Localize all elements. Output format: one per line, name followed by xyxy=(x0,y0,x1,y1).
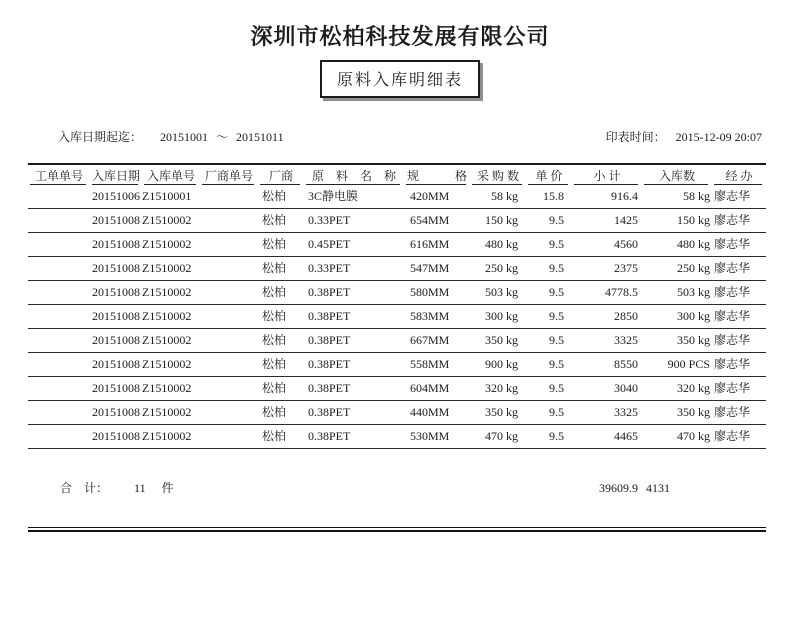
cell-handler: 廖志华 xyxy=(712,353,766,377)
cell-spec: 440MM xyxy=(404,401,470,425)
cell-material: 0.38PET xyxy=(304,305,404,329)
print-time xyxy=(588,113,766,160)
cell-subtotal: 4778.5 xyxy=(572,281,642,305)
cell-vendor_order xyxy=(200,209,258,233)
cell-date: 20151006 xyxy=(90,185,142,209)
date-to: 20151011 xyxy=(236,130,284,144)
cell-stock_qty: 300 kg xyxy=(642,305,712,329)
cell-vendor: 松柏 xyxy=(258,233,304,257)
cell-unit_price: 15.8 xyxy=(526,185,572,209)
cell-work_order xyxy=(28,329,90,353)
cell-order_no: Z1510002 xyxy=(142,209,200,233)
cell-subtotal: 4465 xyxy=(572,425,642,449)
cell-vendor: 松柏 xyxy=(258,329,304,353)
cell-unit_price: 9.5 xyxy=(526,425,572,449)
cell-purchase_qty: 300 kg xyxy=(470,305,526,329)
cell-handler: 廖志华 xyxy=(712,305,766,329)
summary-count: 11 xyxy=(134,481,146,495)
cell-handler: 廖志华 xyxy=(712,209,766,233)
cell-work_order xyxy=(28,185,90,209)
cell-material: 0.45PET xyxy=(304,233,404,257)
cell-order_no: Z1510002 xyxy=(142,305,200,329)
column-header-order_no: 入库单号 xyxy=(142,164,200,185)
column-header-material: 原 料 名 称 xyxy=(304,164,404,185)
cell-material: 0.38PET xyxy=(304,377,404,401)
cell-subtotal: 1425 xyxy=(572,209,642,233)
cell-handler: 廖志华 xyxy=(712,377,766,401)
table-row xyxy=(28,233,766,257)
table-row xyxy=(28,281,766,305)
cell-handler: 廖志华 xyxy=(712,401,766,425)
cell-subtotal: 2850 xyxy=(572,305,642,329)
cell-date: 20151008 xyxy=(90,329,142,353)
column-header-vendor_order: 厂商单号 xyxy=(200,164,258,185)
cell-unit_price: 9.5 xyxy=(526,401,572,425)
cell-vendor_order xyxy=(200,305,258,329)
cell-spec: 654MM xyxy=(404,209,470,233)
cell-date: 20151008 xyxy=(90,377,142,401)
company-name: 深圳市松柏科技发展有限公司 xyxy=(250,24,550,49)
cell-subtotal: 3325 xyxy=(572,401,642,425)
header-row xyxy=(28,164,766,185)
cell-vendor: 松柏 xyxy=(258,281,304,305)
cell-material: 0.38PET xyxy=(304,329,404,353)
date-range-label: 入库日期起迄： xyxy=(58,130,143,144)
cell-stock_qty: 58 kg xyxy=(642,185,712,209)
cell-subtotal: 3325 xyxy=(572,329,642,353)
cell-handler: 廖志华 xyxy=(712,329,766,353)
table-row xyxy=(28,401,766,425)
cell-vendor_order xyxy=(200,353,258,377)
cell-subtotal: 8550 xyxy=(572,353,642,377)
cell-unit_price: 9.5 xyxy=(526,257,572,281)
cell-date: 20151008 xyxy=(90,209,142,233)
cell-date: 20151008 xyxy=(90,401,142,425)
cell-vendor: 松柏 xyxy=(258,425,304,449)
summary-qty-total: 4131 xyxy=(646,481,670,495)
cell-vendor_order xyxy=(200,329,258,353)
cell-unit_price: 9.5 xyxy=(526,209,572,233)
cell-unit_price: 9.5 xyxy=(526,281,572,305)
report-title: 原料入库明细表 xyxy=(336,72,463,89)
table-row xyxy=(28,209,766,233)
cell-vendor: 松柏 xyxy=(258,185,304,209)
cell-spec: 420MM xyxy=(404,185,470,209)
cell-unit_price: 9.5 xyxy=(526,305,572,329)
cell-stock_qty: 503 kg xyxy=(642,281,712,305)
print-time-label: 印表时间： xyxy=(605,130,666,144)
cell-material: 0.33PET xyxy=(304,209,404,233)
cell-material: 0.38PET xyxy=(304,425,404,449)
column-header-date: 入库日期 xyxy=(90,164,142,185)
date-from: 20151001 xyxy=(160,130,209,144)
cell-stock_qty: 470 kg xyxy=(642,425,712,449)
cell-vendor_order xyxy=(200,377,258,401)
cell-stock_qty: 150 kg xyxy=(642,209,712,233)
cell-spec: 580MM xyxy=(404,281,470,305)
table-footer xyxy=(28,449,766,528)
cell-purchase_qty: 350 kg xyxy=(470,401,526,425)
cell-stock_qty: 320 kg xyxy=(642,377,712,401)
cell-order_no: Z1510002 xyxy=(142,425,200,449)
cell-stock_qty: 350 kg xyxy=(642,401,712,425)
cell-date: 20151008 xyxy=(90,257,142,281)
table-row xyxy=(28,257,766,281)
cell-order_no: Z1510002 xyxy=(142,377,200,401)
cell-purchase_qty: 470 kg xyxy=(470,425,526,449)
cell-stock_qty: 250 kg xyxy=(642,257,712,281)
cell-vendor_order xyxy=(200,185,258,209)
cell-subtotal: 916.4 xyxy=(572,185,642,209)
cell-handler: 廖志华 xyxy=(712,281,766,305)
table-body xyxy=(28,185,766,449)
cell-date: 20151008 xyxy=(90,281,142,305)
bottom-double-rule xyxy=(28,527,766,532)
meta-row xyxy=(28,113,766,160)
cell-date: 20151008 xyxy=(90,353,142,377)
cell-date: 20151008 xyxy=(90,233,142,257)
cell-subtotal: 4560 xyxy=(572,233,642,257)
cell-spec: 667MM xyxy=(404,329,470,353)
column-header-spec: 规 格 xyxy=(404,164,470,185)
cell-vendor: 松柏 xyxy=(258,401,304,425)
cell-handler: 廖志华 xyxy=(712,425,766,449)
table-row xyxy=(28,425,766,449)
cell-handler: 廖志华 xyxy=(712,257,766,281)
table-row xyxy=(28,353,766,377)
cell-vendor_order xyxy=(200,425,258,449)
cell-material: 0.33PET xyxy=(304,257,404,281)
cell-subtotal: 3040 xyxy=(572,377,642,401)
summary-left xyxy=(28,449,572,528)
cell-vendor_order xyxy=(200,233,258,257)
cell-vendor: 松柏 xyxy=(258,209,304,233)
column-header-unit_price: 单 价 xyxy=(526,164,572,185)
cell-vendor_order xyxy=(200,281,258,305)
report-title-wrap xyxy=(0,60,800,98)
column-header-work_order: 工单单号 xyxy=(28,164,90,185)
summary-unit: 件 xyxy=(161,481,174,495)
cell-work_order xyxy=(28,353,90,377)
summary-row xyxy=(28,449,766,528)
cell-work_order xyxy=(28,257,90,281)
cell-vendor: 松柏 xyxy=(258,305,304,329)
column-header-handler: 经 办 xyxy=(712,164,766,185)
cell-spec: 530MM xyxy=(404,425,470,449)
inbound-detail-table xyxy=(28,163,766,527)
cell-vendor: 松柏 xyxy=(258,353,304,377)
cell-spec: 616MM xyxy=(404,233,470,257)
cell-purchase_qty: 350 kg xyxy=(470,329,526,353)
summary-empty-cell xyxy=(712,449,766,528)
cell-date: 20151008 xyxy=(90,425,142,449)
summary-label: 合 计： xyxy=(60,481,109,495)
column-header-purchase_qty: 采 购 数 xyxy=(470,164,526,185)
cell-stock_qty: 900 PCS xyxy=(642,353,712,377)
cell-vendor: 松柏 xyxy=(258,257,304,281)
column-header-subtotal: 小 计 xyxy=(572,164,642,185)
cell-unit_price: 9.5 xyxy=(526,233,572,257)
cell-purchase_qty: 250 kg xyxy=(470,257,526,281)
cell-work_order xyxy=(28,401,90,425)
cell-order_no: Z1510001 xyxy=(142,185,200,209)
print-time-value: 2015-12-09 20:07 xyxy=(675,130,762,144)
column-header-stock_qty: 入库数 xyxy=(642,164,712,185)
cell-unit_price: 9.5 xyxy=(526,353,572,377)
cell-purchase_qty: 320 kg xyxy=(470,377,526,401)
cell-work_order xyxy=(28,281,90,305)
cell-stock_qty: 350 kg xyxy=(642,329,712,353)
table-row xyxy=(28,305,766,329)
cell-handler: 廖志华 xyxy=(712,233,766,257)
cell-order_no: Z1510002 xyxy=(142,233,200,257)
cell-order_no: Z1510002 xyxy=(142,353,200,377)
cell-stock_qty: 480 kg xyxy=(642,233,712,257)
cell-work_order xyxy=(28,377,90,401)
cell-material: 3C静电膜 xyxy=(304,185,404,209)
cell-order_no: Z1510002 xyxy=(142,401,200,425)
date-range xyxy=(28,113,284,160)
cell-purchase_qty: 503 kg xyxy=(470,281,526,305)
cell-date: 20151008 xyxy=(90,305,142,329)
column-header-vendor: 厂商 xyxy=(258,164,304,185)
cell-purchase_qty: 58 kg xyxy=(470,185,526,209)
report-title-box xyxy=(320,60,480,98)
cell-purchase_qty: 900 kg xyxy=(470,353,526,377)
cell-handler: 廖志华 xyxy=(712,185,766,209)
table-row xyxy=(28,377,766,401)
cell-purchase_qty: 150 kg xyxy=(470,209,526,233)
summary-subtotal-total: 39609.9 xyxy=(599,481,638,495)
cell-unit_price: 9.5 xyxy=(526,329,572,353)
cell-material: 0.38PET xyxy=(304,281,404,305)
cell-spec: 604MM xyxy=(404,377,470,401)
cell-work_order xyxy=(28,305,90,329)
cell-work_order xyxy=(28,425,90,449)
cell-vendor_order xyxy=(200,401,258,425)
cell-spec: 558MM xyxy=(404,353,470,377)
date-range-tilde: ～ xyxy=(216,130,229,144)
table-row xyxy=(28,329,766,353)
cell-vendor: 松柏 xyxy=(258,377,304,401)
cell-work_order xyxy=(28,209,90,233)
table-row xyxy=(28,185,766,209)
cell-order_no: Z1510002 xyxy=(142,281,200,305)
cell-purchase_qty: 480 kg xyxy=(470,233,526,257)
table-header xyxy=(28,164,766,185)
cell-subtotal: 2375 xyxy=(572,257,642,281)
cell-order_no: Z1510002 xyxy=(142,257,200,281)
cell-unit_price: 9.5 xyxy=(526,377,572,401)
cell-work_order xyxy=(28,233,90,257)
cell-spec: 583MM xyxy=(404,305,470,329)
cell-material: 0.38PET xyxy=(304,401,404,425)
cell-vendor_order xyxy=(200,257,258,281)
cell-material: 0.38PET xyxy=(304,353,404,377)
cell-order_no: Z1510002 xyxy=(142,329,200,353)
cell-spec: 547MM xyxy=(404,257,470,281)
